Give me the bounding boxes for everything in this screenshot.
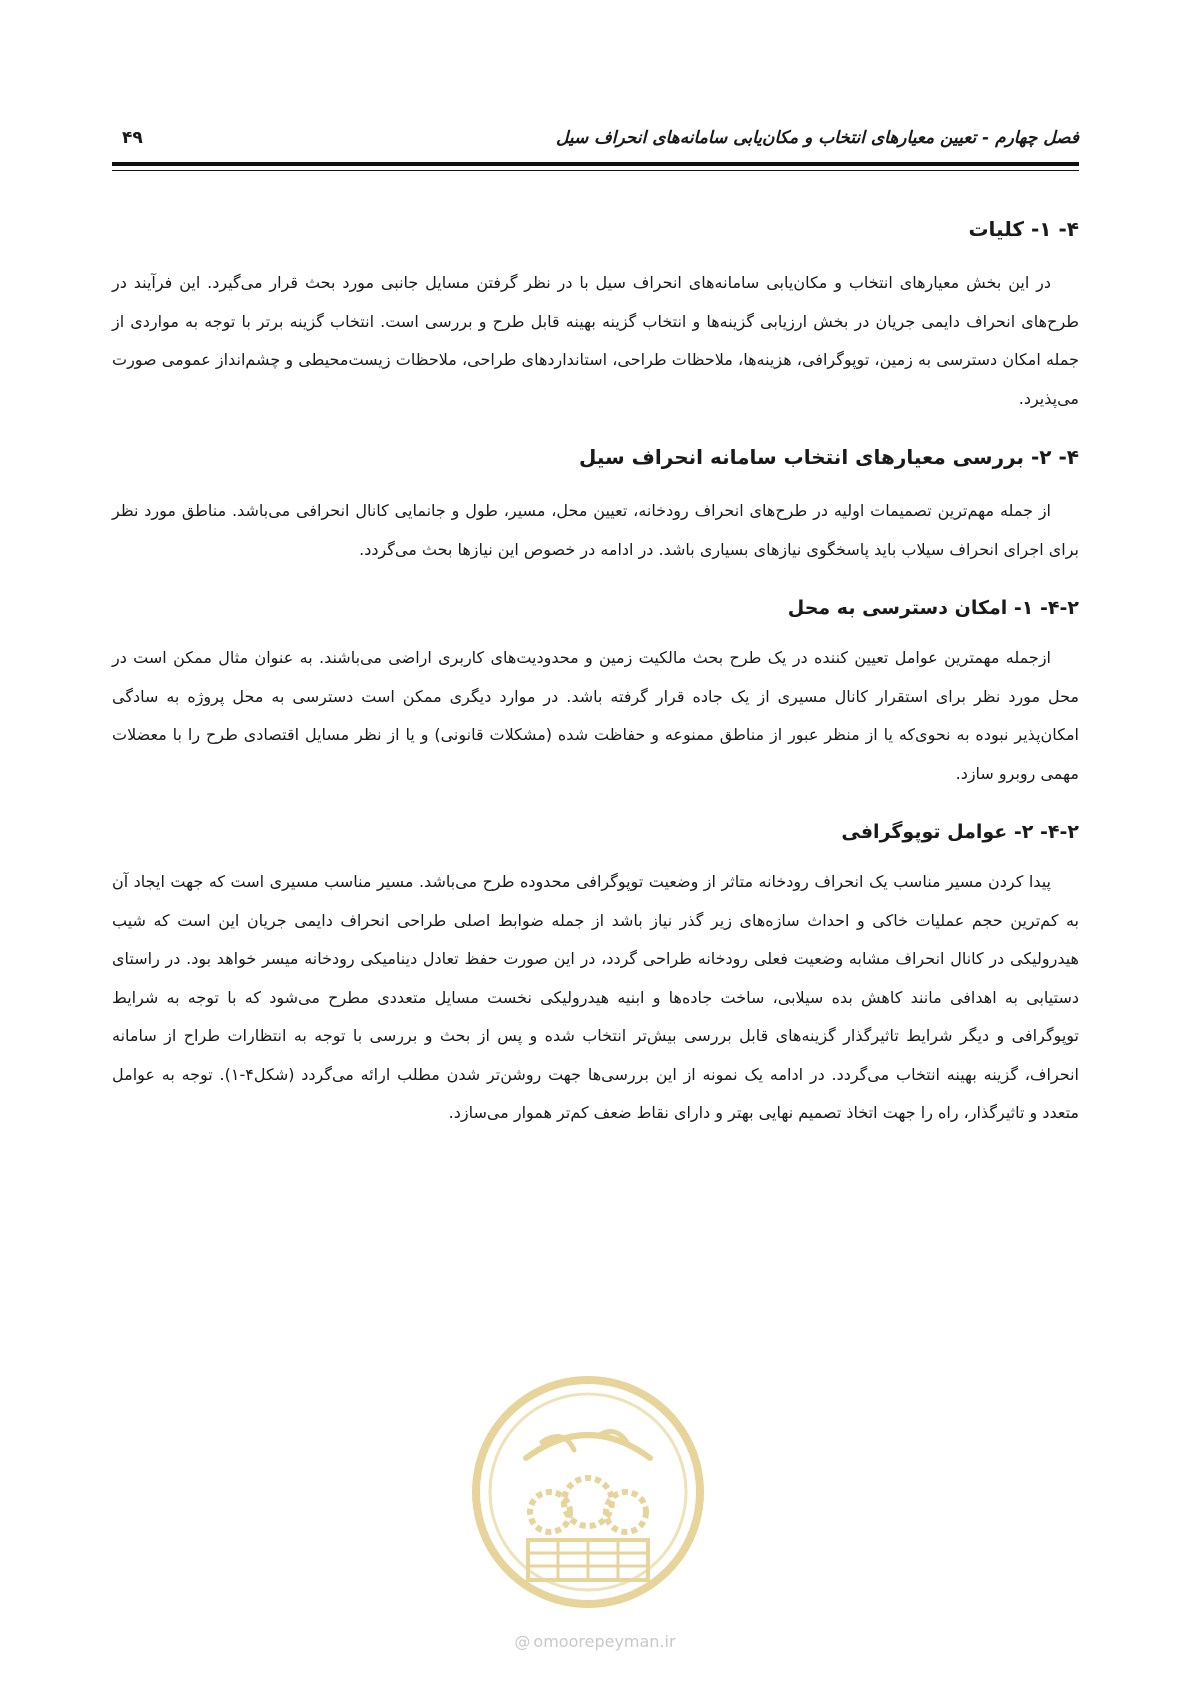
subsection-site-access <box>112 593 1079 793</box>
section-heading: ۴- ۱- کلیات <box>968 217 1079 241</box>
header-rule-thin <box>112 170 1079 171</box>
section-heading: ۴- ۲- بررسی معیارهای انتخاب سامانه انحراف سیل <box>579 445 1079 469</box>
paragraph: پیدا کردن مسیر مناسب یک انحراف رودخانه متاثر از وضعیت توپوگرافی محدوده طرح می‌باشد. مسیر مناسب مسیری است که جهت ایجاد آن به کم‌ترین حجم عملیات خاکی و احداث سازه‌های زیر گذر نیاز باشد از جمله ضوابط اصلی طراحی انحراف دایمی جریان این است که شیب هیدرولیکی در کانال انحراف مشابه وضعیت فعلی رودخانه طراحی گردد، در این صورت حفظ تعادل دینامیکی رودخانه میسر خواهد بود. در راستای دستیابی به اهدافی مانند کاهش بده سیلابی، ساخت جاده‌ها و ابنیه هیدرولیکی نخست مسایل متعددی مطرح می‌شود که با توجه به شرایط توپوگرافی و دیگر شرایط تاثیرگذار گزینه‌های قابل بررسی بیش‌تر انتخاب شده و پس از بحث و بررسی با توجه به انتظارات طراح از سامانه انحراف، گزینه بهینه انتخاب می‌گردد. در ادامه یک نمونه از این بررسی‌ها جهت روشن‌تر شدن مطلب ارائه می‌گردد (شکل۴-۱). توجه به عوامل متعدد و تاثیرگذار، راه را جهت اتخاذ تصمیم نهایی بهتر و دارای نقاط ضعف کم‌تر هموار می‌سازد. <box>112 872 1080 1122</box>
paragraph: در این بخش معیارهای انتخاب و مکان‌یابی سامانه‌های انحراف سیل با در نظر گرفتن مسایل جانبی مورد بحث قرار می‌گیرد. این فرآیند در طرح‌های انحراف دایمی جریان در بخش ارزیابی گزینه‌ها و انتخاب گزینه بهینه قابل طرح و بررسی است. انتخاب گزینه برتر با توجه به مواردی از جمله امکان دسترسی به زمین، توپوگرافی، هزینه‌ها، ملاحظات طراحی، استانداردهای طراحی، ملاحظات زیست‌محیطی و چشم‌انداز عمومی صورت می‌پذیرد. <box>112 273 1079 408</box>
page-number: ۴۹ <box>122 128 143 148</box>
running-header <box>112 128 1079 156</box>
subsection-heading: ۴-۲- ۱- امکان دسترسی به محل <box>787 597 1079 619</box>
body-content <box>112 214 1079 1157</box>
paragraph: ازجمله مهمترین عوامل تعیین کننده در یک طرح بحث مالکیت زمین و محدودیت‌های کاربری اراضی می‌باشند. به عنوان مثال ممکن است در محل مورد نظر برای استقرار کانال مسیری از یک جاده قرار گرفته باشد. در موارد دیگری ممکن است دسترسی به محل پروژه به سادگی امکان‌پذیر نبوده به نحوی‌که یا از منظر عبور از مناطق ممنوعه و حفاظت شده (مشکلات قانونی) و یا از نظر مسایل اقتصادی طرح را با معضلات مهمی روبرو سازد. <box>112 648 1079 783</box>
at-sign-icon: @ <box>514 1632 531 1651</box>
section-selection-criteria <box>112 442 1079 569</box>
watermark-website <box>480 1632 710 1651</box>
chapter-title: فصل چهارم - تعیین معیارهای انتخاب و مکان‌یابی سامانه‌های انحراف سیل <box>556 128 1079 148</box>
watermark-seal <box>468 1372 708 1612</box>
seal-emblem-icon <box>468 1372 708 1612</box>
subsection-topography <box>112 817 1079 1133</box>
website-text: omoorepeyman.ir <box>533 1632 676 1651</box>
subsection-heading: ۴-۲- ۲- عوامل توپوگرافی <box>841 821 1079 843</box>
paragraph: از جمله مهم‌ترین تصمیمات اولیه در طرح‌های انحراف رودخانه، تعیین محل، مسیر، طول و جانمایی کانال انحرافی می‌باشد. مناطق مورد نظر برای اجرای انحراف سیلاب باید پاسخگوی نیازهای بسیاری باشد. در ادامه در خصوص این نیازها بحث می‌گردد. <box>112 501 1079 559</box>
header-rule-thick <box>112 162 1079 166</box>
section-overview <box>112 214 1079 418</box>
